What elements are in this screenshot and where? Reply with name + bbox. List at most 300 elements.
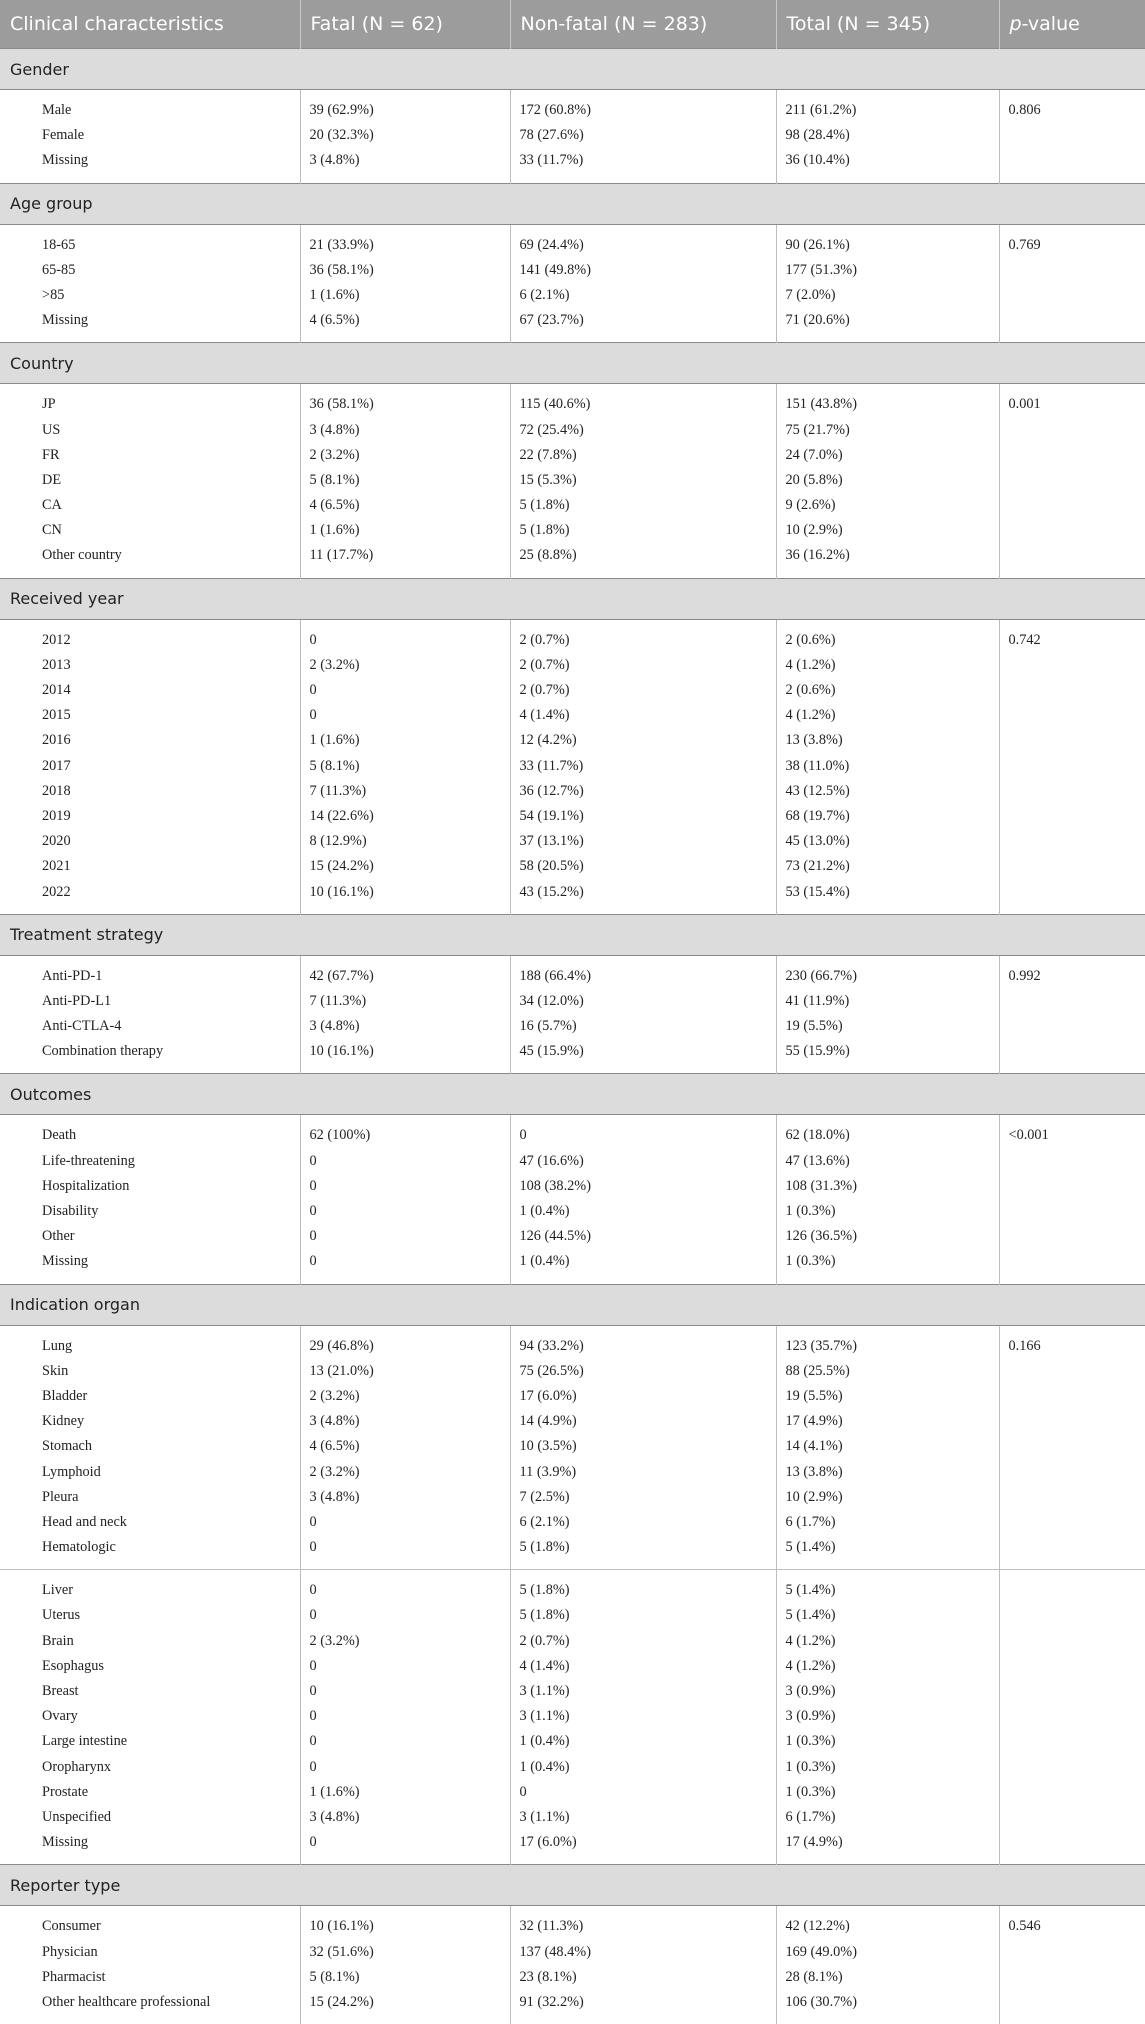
cell-value: 2 (0.7%) — [520, 1629, 776, 1654]
cell-value: 62 (100%) — [310, 1123, 510, 1148]
cell-value: 34 (12.0%) — [520, 989, 776, 1014]
cell-value: 0 — [310, 1249, 510, 1274]
column-nonfatal — [510, 1325, 776, 1570]
section-title: Country — [0, 343, 1145, 384]
cell-value: 6 (2.1%) — [520, 283, 776, 308]
row-label: Physician — [42, 1940, 300, 1965]
cell-value: 0 — [310, 1729, 510, 1754]
cell-value: 17 (6.0%) — [520, 1830, 776, 1855]
cell-value: 2 (3.2%) — [310, 1384, 510, 1409]
row-label: Lymphoid — [42, 1460, 300, 1485]
column-total — [776, 1115, 999, 1284]
row-label: 2012 — [42, 628, 300, 653]
cell-value: 45 (13.0%) — [786, 829, 999, 854]
row-label: Liver — [42, 1578, 300, 1603]
cell-value: 8 (12.9%) — [310, 829, 510, 854]
row-label: Uterus — [42, 1603, 300, 1628]
row-label: Breast — [42, 1679, 300, 1704]
row-label: 2018 — [42, 779, 300, 804]
cell-value: 0 — [310, 1510, 510, 1535]
cell-value: 1 (1.6%) — [310, 283, 510, 308]
cell-value: 3 (4.8%) — [310, 1805, 510, 1830]
column-p-value — [999, 224, 1145, 343]
section-header-indication — [0, 1284, 1145, 1325]
cell-value: 2 (0.6%) — [786, 678, 999, 703]
cell-value: 0 — [310, 1535, 510, 1560]
cell-value: 169 (49.0%) — [786, 1940, 999, 1965]
cell-value: 2 (3.2%) — [310, 653, 510, 678]
row-label: Skin — [42, 1359, 300, 1384]
cell-value: 2 (3.2%) — [310, 1460, 510, 1485]
section-header-treatment — [0, 914, 1145, 955]
cell-value: 14 (22.6%) — [310, 804, 510, 829]
row-label: FR — [42, 443, 300, 468]
header-characteristic: Clinical characteristics — [0, 0, 300, 49]
cell-value: 0 — [310, 1679, 510, 1704]
row-label: Prostate — [42, 1780, 300, 1805]
row-label: Combination therapy — [42, 1039, 300, 1064]
row-label: Ovary — [42, 1704, 300, 1729]
row-label: Hospitalization — [42, 1174, 300, 1199]
column-total — [776, 1906, 999, 2024]
row-label: JP — [42, 392, 300, 417]
cell-value: 126 (44.5%) — [520, 1224, 776, 1249]
cell-value: 1 (0.4%) — [520, 1729, 776, 1754]
cell-value: 3 (4.8%) — [310, 1409, 510, 1434]
cell-value: 6 (1.7%) — [786, 1510, 999, 1535]
row-label: Missing — [42, 1830, 300, 1855]
p-suffix: -value — [1022, 13, 1080, 35]
column-labels — [0, 1570, 300, 1865]
cell-value: 4 (1.2%) — [786, 653, 999, 678]
row-label: Unspecified — [42, 1805, 300, 1830]
cell-value: 0 — [310, 1830, 510, 1855]
cell-value: 7 (11.3%) — [310, 989, 510, 1014]
header-p-value — [999, 0, 1145, 49]
column-fatal — [300, 955, 510, 1074]
row-label: Other country — [42, 543, 300, 568]
cell-value: 0 — [310, 1654, 510, 1679]
row-label: Missing — [42, 148, 300, 173]
row-label: 2021 — [42, 854, 300, 879]
column-fatal — [300, 1906, 510, 2024]
cell-value: 42 (12.2%) — [786, 1914, 999, 1939]
cell-value: 5 (8.1%) — [310, 468, 510, 493]
cell-value: 98 (28.4%) — [786, 123, 999, 148]
cell-value: 47 (16.6%) — [520, 1149, 776, 1174]
cell-value: 43 (12.5%) — [786, 779, 999, 804]
row-label: Brain — [42, 1629, 300, 1654]
cell-value: 1 (1.6%) — [310, 1780, 510, 1805]
cell-value: 4 (6.5%) — [310, 1434, 510, 1459]
column-labels — [0, 1325, 300, 1570]
column-fatal — [300, 619, 510, 914]
column-total — [776, 955, 999, 1074]
section-title: Indication organ — [0, 1284, 1145, 1325]
row-label: Missing — [42, 1249, 300, 1274]
cell-value: 45 (15.9%) — [520, 1039, 776, 1064]
cell-value: 53 (15.4%) — [786, 880, 999, 905]
column-labels — [0, 384, 300, 578]
row-label: Other — [42, 1224, 300, 1249]
section-header-year — [0, 578, 1145, 619]
cell-value: 6 (2.1%) — [520, 1510, 776, 1535]
cell-value: 0 — [310, 1603, 510, 1628]
cell-value: 5 (1.4%) — [786, 1603, 999, 1628]
row-label: Lung — [42, 1334, 300, 1359]
cell-value: 108 (38.2%) — [520, 1174, 776, 1199]
cell-value: 7 (2.0%) — [786, 283, 999, 308]
row-label: Head and neck — [42, 1510, 300, 1535]
cell-value: 2 (0.6%) — [786, 628, 999, 653]
cell-value: 7 (11.3%) — [310, 779, 510, 804]
cell-value: 230 (66.7%) — [786, 964, 999, 989]
row-label: Pharmacist — [42, 1965, 300, 1990]
column-p-value — [999, 619, 1145, 914]
cell-value: 108 (31.3%) — [786, 1174, 999, 1199]
row-label: Large intestine — [42, 1729, 300, 1754]
section-block-treatment — [0, 955, 1145, 1074]
p-value: 0.001 — [1009, 392, 1145, 417]
cell-value: 24 (7.0%) — [786, 443, 999, 468]
cell-value: 4 (1.2%) — [786, 1654, 999, 1679]
row-label: Male — [42, 98, 300, 123]
header-fatal: Fatal (N = 62) — [300, 0, 510, 49]
row-label: 2020 — [42, 829, 300, 854]
section-header-gender — [0, 49, 1145, 90]
cell-value: 106 (30.7%) — [786, 1990, 999, 2015]
cell-value: 42 (67.7%) — [310, 964, 510, 989]
cell-value: 1 (0.4%) — [520, 1249, 776, 1274]
cell-value: 1 (0.3%) — [786, 1199, 999, 1224]
cell-value: 137 (48.4%) — [520, 1940, 776, 1965]
row-label: Esophagus — [42, 1654, 300, 1679]
cell-value: 20 (32.3%) — [310, 123, 510, 148]
cell-value: 17 (4.9%) — [786, 1830, 999, 1855]
cell-value: 47 (13.6%) — [786, 1149, 999, 1174]
row-label: 18-65 — [42, 233, 300, 258]
cell-value: 0 — [310, 678, 510, 703]
cell-value: 19 (5.5%) — [786, 1014, 999, 1039]
column-fatal — [300, 1325, 510, 1570]
row-label: Pleura — [42, 1485, 300, 1510]
p-value: 0.806 — [1009, 98, 1145, 123]
cell-value: 88 (25.5%) — [786, 1359, 999, 1384]
cell-value: 10 (16.1%) — [310, 1039, 510, 1064]
p-value: 0.769 — [1009, 233, 1145, 258]
row-label: CN — [42, 518, 300, 543]
cell-value: 69 (24.4%) — [520, 233, 776, 258]
column-labels — [0, 619, 300, 914]
cell-value: 2 (3.2%) — [310, 443, 510, 468]
cell-value: 54 (19.1%) — [520, 804, 776, 829]
cell-value: 5 (1.8%) — [520, 1578, 776, 1603]
cell-value: 5 (1.8%) — [520, 518, 776, 543]
column-nonfatal — [510, 955, 776, 1074]
row-label: >85 — [42, 283, 300, 308]
p-value: 0.992 — [1009, 964, 1145, 989]
cell-value: 20 (5.8%) — [786, 468, 999, 493]
row-label: 65-85 — [42, 258, 300, 283]
row-label: Stomach — [42, 1434, 300, 1459]
cell-value: 73 (21.2%) — [786, 854, 999, 879]
row-label: 2013 — [42, 653, 300, 678]
cell-value: 5 (1.4%) — [786, 1535, 999, 1560]
row-label: 2016 — [42, 728, 300, 753]
section-title: Outcomes — [0, 1074, 1145, 1115]
column-p-value — [999, 955, 1145, 1074]
cell-value: 115 (40.6%) — [520, 392, 776, 417]
section-header-age — [0, 183, 1145, 224]
column-fatal — [300, 90, 510, 184]
section-block-outcomes — [0, 1115, 1145, 1284]
section-header-reporter — [0, 1865, 1145, 1906]
cell-value: 4 (1.4%) — [520, 1654, 776, 1679]
cell-value: 11 (3.9%) — [520, 1460, 776, 1485]
cell-value: 1 (0.4%) — [520, 1755, 776, 1780]
cell-value: 15 (24.2%) — [310, 854, 510, 879]
section-title: Reporter type — [0, 1865, 1145, 1906]
row-label: 2022 — [42, 880, 300, 905]
cell-value: 10 (2.9%) — [786, 518, 999, 543]
cell-value: 172 (60.8%) — [520, 98, 776, 123]
cell-value: 141 (49.8%) — [520, 258, 776, 283]
row-label: Other healthcare professional — [42, 1990, 300, 2015]
cell-value: 5 (1.8%) — [520, 493, 776, 518]
column-nonfatal — [510, 619, 776, 914]
section-title: Gender — [0, 49, 1145, 90]
cell-value: 14 (4.1%) — [786, 1434, 999, 1459]
section-block-reporter — [0, 1906, 1145, 2024]
cell-value: 15 (5.3%) — [520, 468, 776, 493]
cell-value: 22 (7.8%) — [520, 443, 776, 468]
column-fatal — [300, 224, 510, 343]
cell-value: 71 (20.6%) — [786, 308, 999, 333]
column-p-value — [999, 1115, 1145, 1284]
header-total: Total (N = 345) — [776, 0, 999, 49]
cell-value: 25 (8.8%) — [520, 543, 776, 568]
cell-value: 39 (62.9%) — [310, 98, 510, 123]
cell-value: 32 (11.3%) — [520, 1914, 776, 1939]
cell-value: 2 (3.2%) — [310, 1629, 510, 1654]
column-fatal — [300, 1115, 510, 1284]
column-nonfatal — [510, 384, 776, 578]
section-block-gender — [0, 90, 1145, 184]
row-label: Kidney — [42, 1409, 300, 1434]
row-label: Consumer — [42, 1914, 300, 1939]
row-label: 2015 — [42, 703, 300, 728]
cell-value: 67 (23.7%) — [520, 308, 776, 333]
column-total — [776, 384, 999, 578]
row-label: Female — [42, 123, 300, 148]
column-nonfatal — [510, 1906, 776, 2024]
row-label: DE — [42, 468, 300, 493]
column-total — [776, 1570, 999, 1865]
column-labels — [0, 224, 300, 343]
cell-value: 123 (35.7%) — [786, 1334, 999, 1359]
p-value: <0.001 — [1009, 1123, 1145, 1148]
cell-value: 37 (13.1%) — [520, 829, 776, 854]
cell-value: 19 (5.5%) — [786, 1384, 999, 1409]
section-block-year — [0, 619, 1145, 914]
column-total — [776, 224, 999, 343]
cell-value: 5 (8.1%) — [310, 1965, 510, 1990]
cell-value: 17 (6.0%) — [520, 1384, 776, 1409]
column-fatal — [300, 1570, 510, 1865]
cell-value: 23 (8.1%) — [520, 1965, 776, 1990]
cell-value: 3 (4.8%) — [310, 1485, 510, 1510]
section-title: Age group — [0, 183, 1145, 224]
column-p-value — [999, 384, 1145, 578]
row-label: Bladder — [42, 1384, 300, 1409]
cell-value: 0 — [310, 1174, 510, 1199]
cell-value: 3 (1.1%) — [520, 1679, 776, 1704]
cell-value: 0 — [310, 1149, 510, 1174]
cell-value: 10 (16.1%) — [310, 880, 510, 905]
p-value: 0.166 — [1009, 1334, 1145, 1359]
cell-value: 188 (66.4%) — [520, 964, 776, 989]
cell-value: 4 (6.5%) — [310, 308, 510, 333]
section-block-indication2 — [0, 1570, 1145, 1865]
cell-value: 4 (1.2%) — [786, 703, 999, 728]
table-body — [0, 49, 1145, 2024]
row-label: CA — [42, 493, 300, 518]
cell-value: 4 (1.4%) — [520, 703, 776, 728]
cell-value: 10 (16.1%) — [310, 1914, 510, 1939]
cell-value: 0 — [310, 628, 510, 653]
cell-value: 33 (11.7%) — [520, 754, 776, 779]
cell-value: 9 (2.6%) — [786, 493, 999, 518]
cell-value: 11 (17.7%) — [310, 543, 510, 568]
column-labels — [0, 1906, 300, 2024]
section-title: Treatment strategy — [0, 914, 1145, 955]
cell-value: 6 (1.7%) — [786, 1805, 999, 1830]
cell-value: 62 (18.0%) — [786, 1123, 999, 1148]
cell-value: 36 (58.1%) — [310, 392, 510, 417]
column-nonfatal — [510, 224, 776, 343]
row-label: Anti-CTLA-4 — [42, 1014, 300, 1039]
cell-value: 0 — [310, 1199, 510, 1224]
section-block-age — [0, 224, 1145, 343]
cell-value: 3 (4.8%) — [310, 148, 510, 173]
section-header-outcomes — [0, 1074, 1145, 1115]
column-p-value — [999, 1570, 1145, 1865]
column-p-value — [999, 1906, 1145, 2024]
cell-value: 1 (0.3%) — [786, 1780, 999, 1805]
row-label: 2014 — [42, 678, 300, 703]
cell-value: 1 (1.6%) — [310, 728, 510, 753]
cell-value: 55 (15.9%) — [786, 1039, 999, 1064]
cell-value: 21 (33.9%) — [310, 233, 510, 258]
column-nonfatal — [510, 1115, 776, 1284]
p-value: 0.546 — [1009, 1914, 1145, 1939]
cell-value: 3 (0.9%) — [786, 1704, 999, 1729]
cell-value: 10 (2.9%) — [786, 1485, 999, 1510]
cell-value: 13 (3.8%) — [786, 728, 999, 753]
cell-value: 36 (58.1%) — [310, 258, 510, 283]
cell-value: 41 (11.9%) — [786, 989, 999, 1014]
row-label: Disability — [42, 1199, 300, 1224]
column-total — [776, 619, 999, 914]
cell-value: 211 (61.2%) — [786, 98, 999, 123]
cell-value: 3 (1.1%) — [520, 1704, 776, 1729]
section-block-indication — [0, 1325, 1145, 1570]
cell-value: 1 (0.4%) — [520, 1199, 776, 1224]
section-header-country — [0, 343, 1145, 384]
column-labels — [0, 90, 300, 184]
section-title: Received year — [0, 578, 1145, 619]
header-nonfatal: Non-fatal (N = 283) — [510, 0, 776, 49]
section-block-country — [0, 384, 1145, 578]
cell-value: 3 (1.1%) — [520, 1805, 776, 1830]
cell-value: 36 (10.4%) — [786, 148, 999, 173]
cell-value: 75 (21.7%) — [786, 418, 999, 443]
cell-value: 3 (4.8%) — [310, 418, 510, 443]
cell-value: 5 (1.8%) — [520, 1603, 776, 1628]
cell-value: 177 (51.3%) — [786, 258, 999, 283]
cell-value: 0 — [520, 1780, 776, 1805]
cell-value: 28 (8.1%) — [786, 1965, 999, 1990]
row-label: Hematologic — [42, 1535, 300, 1560]
cell-value: 29 (46.8%) — [310, 1334, 510, 1359]
column-nonfatal — [510, 90, 776, 184]
cell-value: 10 (3.5%) — [520, 1434, 776, 1459]
cell-value: 5 (1.4%) — [786, 1578, 999, 1603]
cell-value: 4 (6.5%) — [310, 493, 510, 518]
cell-value: 16 (5.7%) — [520, 1014, 776, 1039]
row-label: Oropharynx — [42, 1755, 300, 1780]
row-label: US — [42, 418, 300, 443]
cell-value: 0 — [310, 1578, 510, 1603]
table-header — [0, 0, 1145, 49]
cell-value: 7 (2.5%) — [520, 1485, 776, 1510]
column-p-value — [999, 90, 1145, 184]
cell-value: 151 (43.8%) — [786, 392, 999, 417]
cell-value: 58 (20.5%) — [520, 854, 776, 879]
cell-value: 2 (0.7%) — [520, 653, 776, 678]
cell-value: 36 (12.7%) — [520, 779, 776, 804]
cell-value: 1 (0.3%) — [786, 1729, 999, 1754]
cell-value: 0 — [520, 1123, 776, 1148]
cell-value: 3 (0.9%) — [786, 1679, 999, 1704]
cell-value: 90 (26.1%) — [786, 233, 999, 258]
row-label: 2017 — [42, 754, 300, 779]
cell-value: 0 — [310, 1755, 510, 1780]
cell-value: 15 (24.2%) — [310, 1990, 510, 2015]
cell-value: 17 (4.9%) — [786, 1409, 999, 1434]
row-label: Life-threatening — [42, 1149, 300, 1174]
cell-value: 1 (0.3%) — [786, 1249, 999, 1274]
cell-value: 1 (0.3%) — [786, 1755, 999, 1780]
cell-value: 43 (15.2%) — [520, 880, 776, 905]
cell-value: 32 (51.6%) — [310, 1940, 510, 1965]
cell-value: 126 (36.5%) — [786, 1224, 999, 1249]
cell-value: 3 (4.8%) — [310, 1014, 510, 1039]
cell-value: 36 (16.2%) — [786, 543, 999, 568]
column-total — [776, 90, 999, 184]
row-label: Anti-PD-L1 — [42, 989, 300, 1014]
cell-value: 94 (33.2%) — [520, 1334, 776, 1359]
cell-value: 14 (4.9%) — [520, 1409, 776, 1434]
cell-value: 13 (21.0%) — [310, 1359, 510, 1384]
column-p-value — [999, 1325, 1145, 1570]
column-total — [776, 1325, 999, 1570]
row-label: Missing — [42, 308, 300, 333]
cell-value: 13 (3.8%) — [786, 1460, 999, 1485]
cell-value: 33 (11.7%) — [520, 148, 776, 173]
cell-value: 5 (1.8%) — [520, 1535, 776, 1560]
column-labels — [0, 955, 300, 1074]
